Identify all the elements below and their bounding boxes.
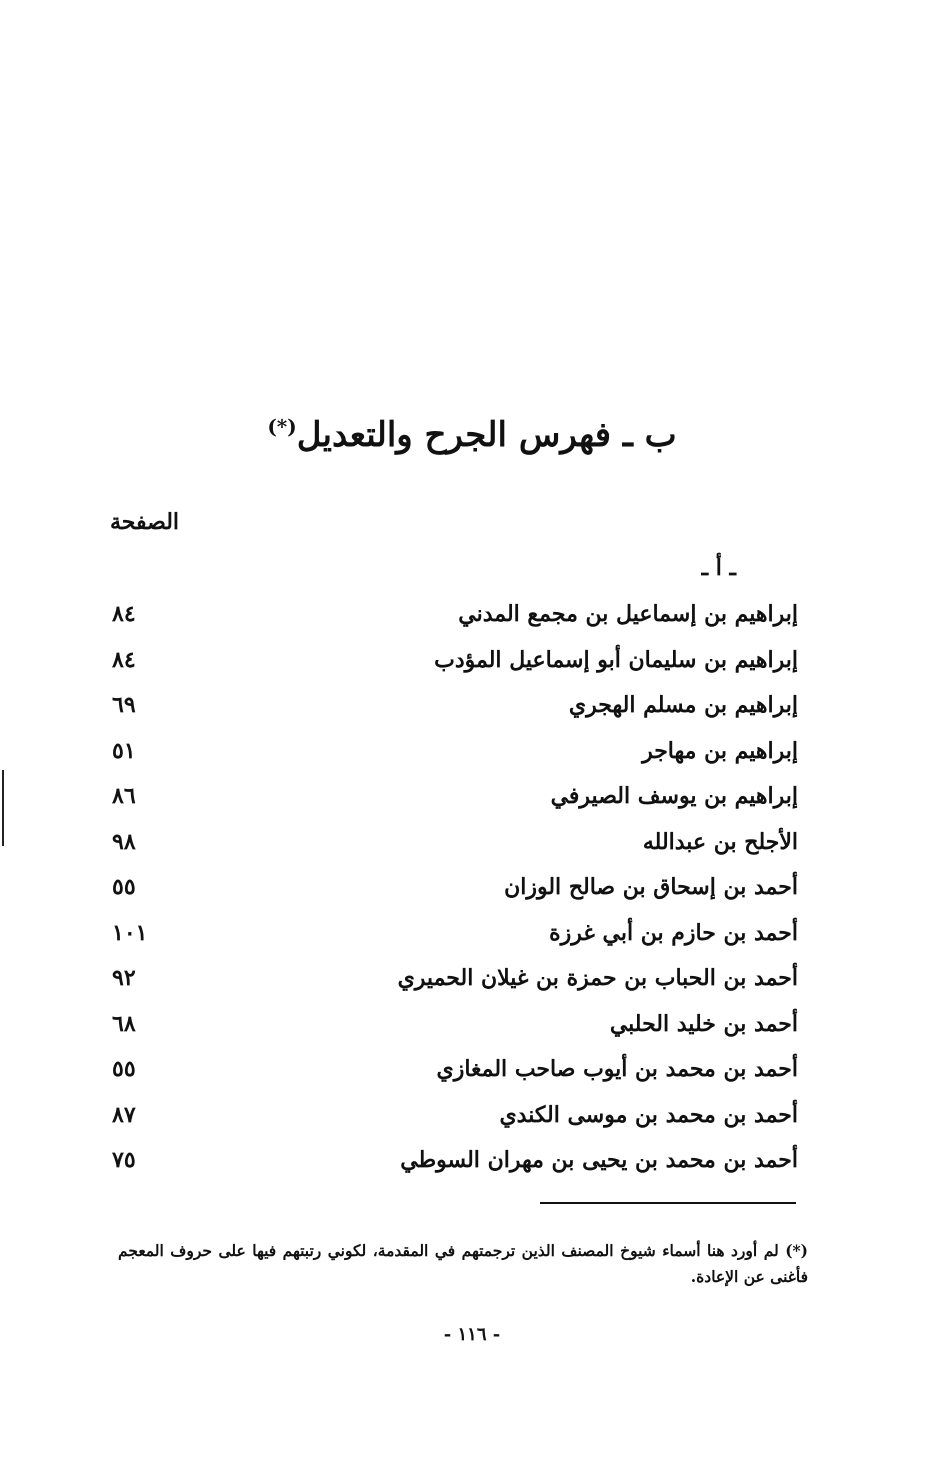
entry-name: إبراهيم بن مسلم الهجري	[568, 692, 798, 718]
entry-page-number: ٥٥	[112, 874, 136, 900]
page-title	[0, 411, 944, 459]
entry-name: أحمد بن الحباب بن حمزة بن غيلان الحميري	[397, 965, 798, 991]
footnote-text: (*) لم أورد هنا أسماء شيوخ المصنف الذين ترجمتهم في المقدمة، لكوني رتبتهم فيها على حروف المعجم فأغنى عن الإعادة.	[118, 1240, 808, 1286]
index-entry	[112, 1093, 798, 1139]
index-entry	[112, 638, 798, 684]
entry-page-number: ٨٦	[112, 783, 136, 809]
index-entry	[112, 1138, 798, 1184]
entry-page-number: ٨٤	[112, 646, 136, 673]
entry-name: إبراهيم بن إسماعيل بن مجمع المدني	[458, 601, 798, 627]
index-entry	[112, 729, 798, 775]
entry-name: أحمد بن إسحاق بن صالح الوزان	[504, 874, 798, 900]
entry-name: الأجلح بن عبدالله	[642, 828, 798, 855]
title-footnote-marker: (*)	[267, 414, 297, 439]
index-entry	[112, 592, 798, 638]
footnote-divider	[540, 1202, 796, 1204]
page-number: - ١١٦ -	[443, 1324, 501, 1345]
index-entry	[112, 911, 798, 957]
index-entry	[112, 1047, 798, 1093]
entry-name: أحمد بن محمد بن يحيى بن مهران السوطي	[400, 1147, 798, 1173]
section-letter-heading: ـ أ ـ	[701, 555, 736, 581]
index-entry	[112, 683, 798, 729]
scan-edge-mark	[2, 770, 4, 846]
entry-name: أحمد بن محمد بن موسى الكندي	[499, 1101, 798, 1128]
entry-page-number: ٥٥	[112, 1056, 136, 1082]
entry-name: أحمد بن حازم بن أبي غرزة	[549, 919, 798, 946]
index-entry	[112, 820, 798, 866]
index-entry	[112, 1002, 798, 1048]
entry-page-number: ٥١	[112, 737, 136, 764]
entry-page-number: ١٠١	[112, 919, 148, 946]
entry-page-number: ٦٩	[112, 692, 136, 718]
entry-page-number: ٦٨	[112, 1010, 136, 1037]
entry-page-number: ٨٤	[112, 601, 136, 627]
entry-page-number: ٩٨	[112, 828, 136, 855]
index-entry	[112, 865, 798, 911]
index-entry	[112, 956, 798, 1002]
entry-page-number: ٧٥	[112, 1147, 136, 1173]
entry-name: إبراهيم بن يوسف الصيرفي	[550, 783, 798, 809]
index-entry	[112, 774, 798, 820]
entry-page-number: ٩٢	[112, 965, 136, 991]
entry-name: إبراهيم بن سليمان أبو إسماعيل المؤدب	[434, 646, 798, 673]
entry-page-number: ٨٧	[112, 1101, 136, 1128]
page-title-text: ب ـ فهرس الجرح والتعديل	[296, 414, 677, 455]
index-entry-list	[112, 592, 798, 1184]
entry-name: أحمد بن محمد بن أيوب صاحب المغازي	[436, 1056, 798, 1082]
entry-name: إبراهيم بن مهاجر	[642, 737, 798, 764]
entry-name: أحمد بن خليد الحلبي	[609, 1010, 798, 1037]
page-column-header: الصفحة	[110, 509, 180, 535]
